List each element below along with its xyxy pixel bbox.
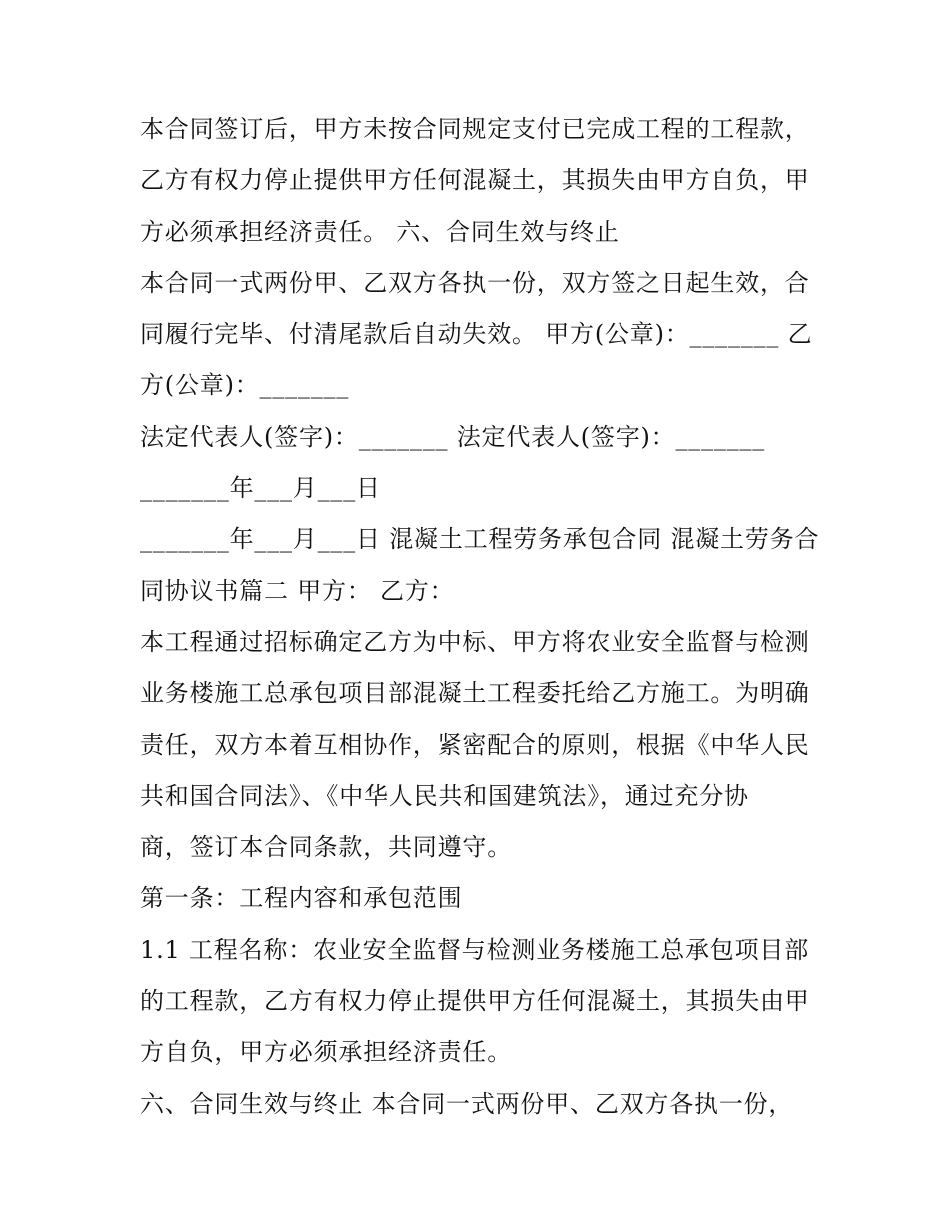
document-body [140, 104, 820, 1130]
text-line: 业务楼施工总承包项目部混凝土工程委托给乙方施工。为明确 [140, 679, 810, 708]
text-line: 第一条：工程内容和承包范围 [140, 884, 463, 913]
text-line: 方自负，甲方必须承担经济责任。 [140, 1038, 512, 1067]
text-line: 本合同签订后，甲方未按合同规定支付已完成工程的工程款， [140, 115, 810, 143]
text-line: 责任，双方本着互相协作，紧密配合的原则，根据《中华人民 [140, 730, 810, 759]
text-line: 六、合同生效与终止 本合同一式两份甲、乙双方各执一份， [140, 1089, 794, 1118]
text-line: 本工程通过招标确定乙方为中标、甲方将农业安全监督与检测 [140, 627, 810, 656]
text-line: 1.1 工程名称：农业安全监督与检测业务楼施工总承包项目部 [140, 935, 809, 964]
text-line: 的工程款，乙方有权力停止提供甲方任何混凝土，其损失由甲 [140, 987, 810, 1016]
text-line: 同履行完毕、付清尾款后自动失效。 甲方(公章)：_______ 乙 [140, 320, 813, 349]
text-line: 方必须承担经济责任。 六、合同生效与终止 [140, 217, 620, 246]
text-line: 方(公章)：_______ [140, 371, 350, 400]
text-line: _______年___月___日 [140, 474, 381, 503]
text-line: 法定代表人(签字)：_______ 法定代表人(签字)：_______ [140, 422, 766, 451]
text-line: _______年___月___日 混凝土工程劳务承包合同 混凝土劳务合 [140, 525, 820, 554]
text-line: 本合同一式两份甲、乙双方各执一份，双方签之日起生效，合 [140, 268, 810, 297]
text-line: 同协议书篇二 甲方： 乙方： [140, 576, 455, 605]
text-line: 商，签订本合同条款，共同遵守。 [140, 833, 512, 862]
text-line: 乙方有权力停止提供甲方任何混凝土，其损失由甲方自负，甲 [140, 166, 810, 195]
text-line: 共和国合同法》、《中华人民共和国建筑法》，通过充分协 [140, 781, 749, 810]
